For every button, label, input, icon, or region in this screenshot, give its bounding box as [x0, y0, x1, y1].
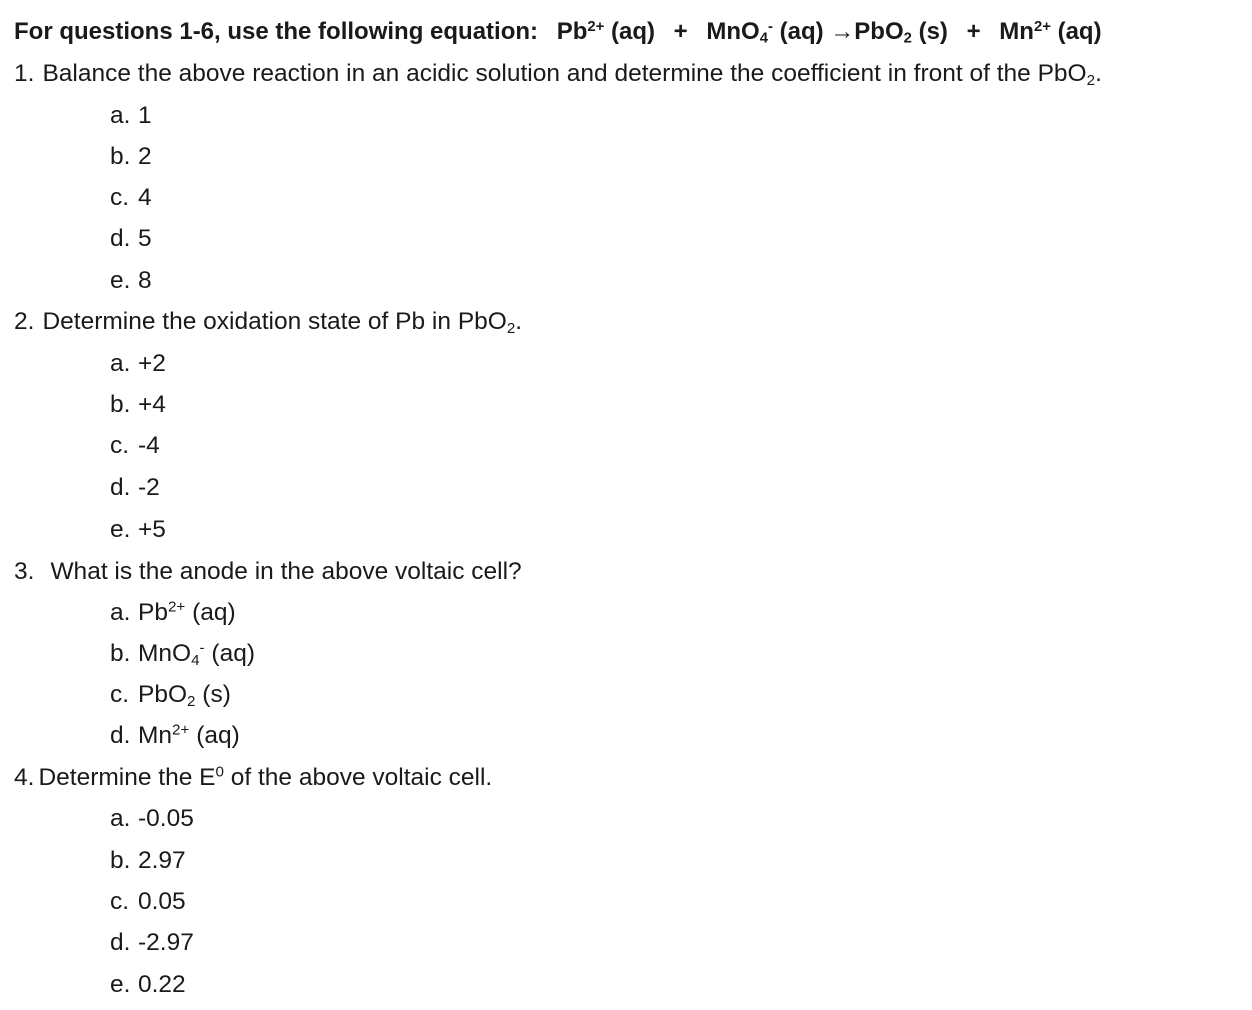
question-number: 2.: [14, 308, 35, 335]
state-aq: (aq): [611, 18, 655, 45]
option-1a: a. 1: [110, 102, 152, 129]
option-2c: c. -4: [110, 432, 160, 459]
option-3b: b. MnO$_4$- (aq): [110, 639, 255, 669]
option-3d: d. $Mn^{2+}$ (aq): [110, 721, 240, 749]
question-1: [14, 59, 1102, 89]
product-mn-ion: $Mn^{2+}$: [999, 18, 1051, 45]
equation-header: [14, 17, 1102, 47]
option-2d: d. -2: [110, 474, 160, 501]
cropped-heading-fragment: [678, 0, 798, 4]
option-4a: a. -0.05: [110, 805, 194, 832]
plus-sign: +: [673, 18, 688, 45]
question-text: What is the anode in the above voltaic cell?: [50, 558, 522, 585]
question-text: Determine the oxidation state of Pb in PbO$_2$.: [42, 308, 523, 337]
option-4b: b. 2.97: [110, 847, 186, 874]
question-2: [14, 307, 522, 337]
option-4e: e. 0.22: [110, 971, 186, 998]
option-2b: b. +4: [110, 391, 166, 418]
option-1b: b. 2: [110, 143, 152, 170]
product-pbo2: PbO$_2$: [854, 18, 912, 47]
option-1c: c. 4: [110, 184, 152, 211]
question-text: Balance the above reaction in an acidic solution and determine the coefficient in front of the PbO$_2$.: [42, 60, 1102, 89]
question-4: [14, 763, 492, 793]
option-4c: c. 0.05: [110, 888, 186, 915]
option-2e: e. +5: [110, 516, 166, 543]
option-3c: c. PbO$_2$ (s): [110, 681, 231, 710]
question-3: [14, 557, 522, 587]
option-2a: a. +2: [110, 350, 166, 377]
state-aq: (aq): [1057, 18, 1102, 45]
option-3a: a. $Pb^{2+}$ (aq): [110, 598, 236, 626]
reaction-arrow-icon: →: [830, 18, 855, 45]
reactant-permanganate: MnO$_4$-: [706, 18, 773, 47]
state-s: (s): [918, 18, 948, 45]
option-4d: d. -2.97: [110, 929, 194, 956]
option-1d: d. 5: [110, 225, 152, 252]
plus-sign: +: [966, 18, 981, 45]
question-number: 4.: [14, 764, 35, 791]
header-prefix: For questions 1-6, use the following equation:: [14, 18, 539, 45]
option-1e: e. 8: [110, 267, 152, 294]
question-text: Determine the $E^0$ of the above voltaic cell.: [38, 763, 493, 791]
question-number: 1.: [14, 60, 35, 87]
question-number: 3.: [14, 558, 35, 585]
state-aq: (aq): [779, 18, 824, 45]
reactant-pb-ion: $Pb^{2+}$: [556, 18, 605, 45]
